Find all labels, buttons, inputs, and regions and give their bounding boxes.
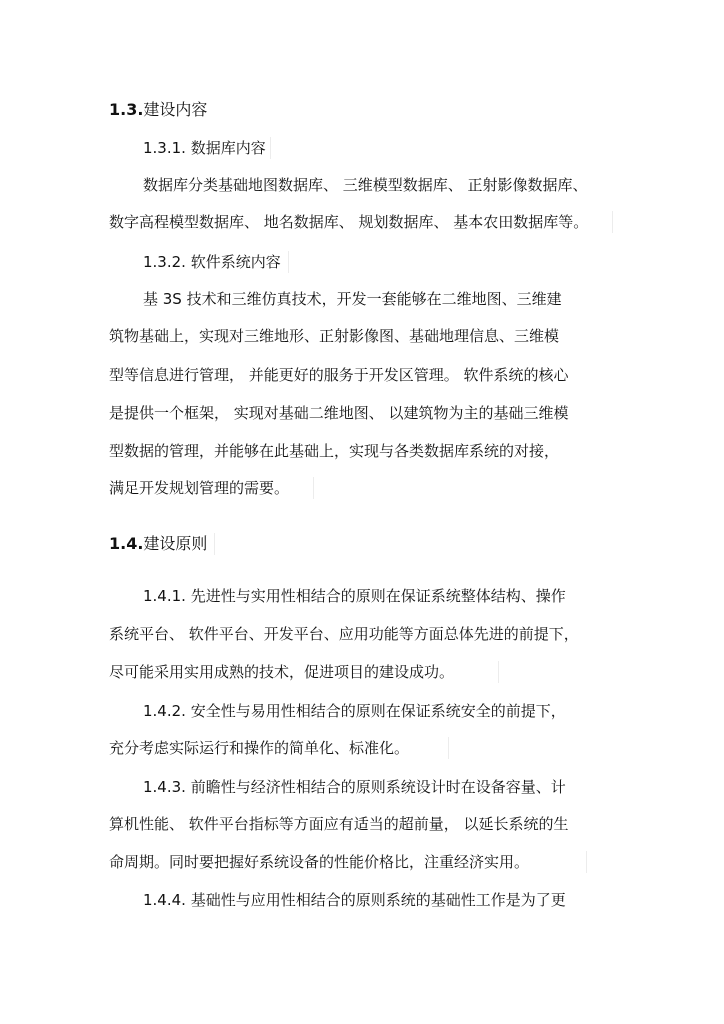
line-divider <box>586 851 587 873</box>
section-number: 1.3. <box>109 100 144 119</box>
paragraph-line: 系统平台、 软件平台、开发平台、应用功能等方面总体先进的前提下， <box>109 625 579 643</box>
section-title: 建设原则 <box>143 534 208 553</box>
line-divider <box>288 251 289 273</box>
line-divider <box>214 533 215 555</box>
subheading-1-3-1: 1.3.1. 数据库内容 <box>143 139 266 157</box>
paragraph-line: 是提供一个框架， 实现对基础二维地图、 以建筑物为主的基础三维模 <box>109 404 569 422</box>
line-divider <box>270 137 271 159</box>
paragraph-line: 1.4.3. 前瞻性与经济性相结合的原则系统设计时在设备容量、计 <box>143 778 566 796</box>
line-divider <box>498 661 499 683</box>
paragraph-line: 数字高程模型数据库、 地名数据库、 规划数据库、 基本农田数据库等。 <box>109 213 589 231</box>
paragraph-line: 1.4.1. 先进性与实用性相结合的原则在保证系统整体结构、操作 <box>143 587 566 605</box>
line-divider <box>612 211 613 233</box>
paragraph-line: 数据库分类基础地图数据库、 三维模型数据库、 正射影像数据库、 <box>143 176 588 194</box>
paragraph-line: 筑物基础上，实现对三维地形、正射影像图、基础地理信息、三维模 <box>109 327 560 345</box>
paragraph-line: 尽可能采用实用成熟的技术，促进项目的建设成功。 <box>109 663 455 681</box>
subheading-1-3-2: 1.3.2. 软件系统内容 <box>143 253 281 271</box>
paragraph-line: 充分考虑实际运行和操作的简单化、标准化。 <box>109 739 410 757</box>
paragraph-line: 命周期。同时要把握好系统设备的性能价格比，注重经济实用。 <box>109 853 530 871</box>
paragraph-line: 算机性能、 软件平台指标等方面应有适当的超前量， 以延长系统的生 <box>109 815 569 833</box>
paragraph-line: 基 3S 技术和三维仿真技术，开发一套能够在二维地图、三维建 <box>143 290 562 308</box>
section-title: 建设内容 <box>143 100 208 119</box>
paragraph-line: 满足开发规划管理的需要。 <box>109 479 290 497</box>
section-heading-1-3 <box>109 99 207 121</box>
section-number: 1.4. <box>109 534 144 553</box>
paragraph-line: 1.4.4. 基础性与应用性相结合的原则系统的基础性工作是为了更 <box>143 891 566 909</box>
paragraph-line: 1.4.2. 安全性与易用性相结合的原则在保证系统安全的前提下， <box>143 702 566 720</box>
paragraph-line: 型等信息进行管理， 并能更好的服务于开发区管理。 软件系统的核心 <box>109 366 569 384</box>
line-divider <box>313 477 314 499</box>
section-heading-1-4 <box>109 533 207 555</box>
paragraph-line: 型数据的管理，并能够在此基础上，实现与各类数据库系统的对接， <box>109 442 560 460</box>
line-divider <box>448 737 449 759</box>
